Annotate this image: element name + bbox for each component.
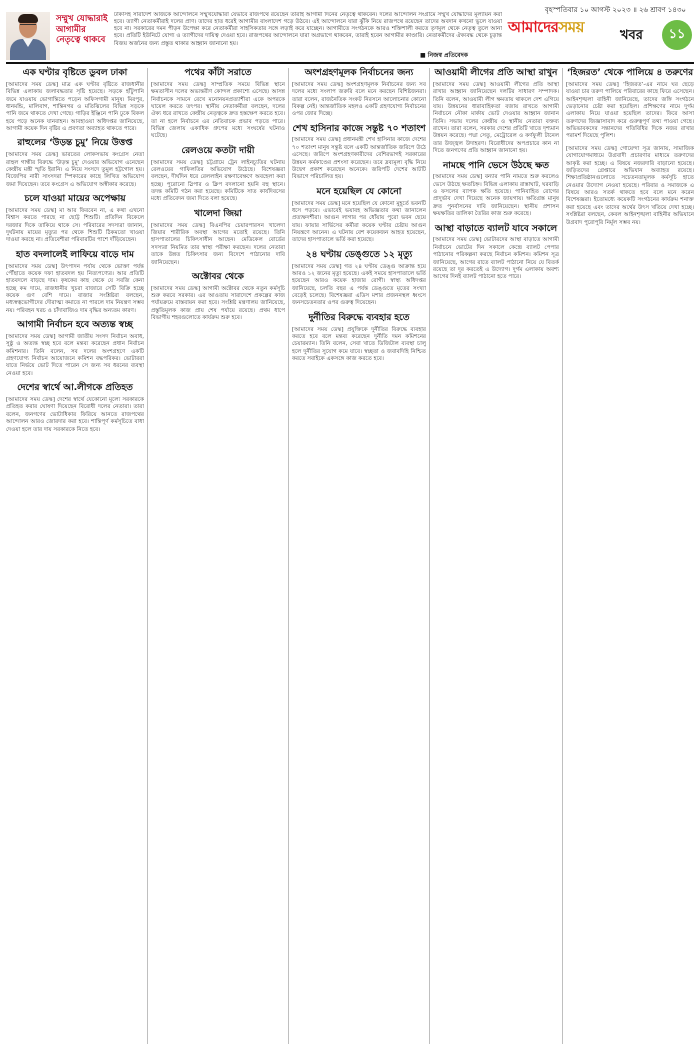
column-divider [562, 68, 563, 1044]
story-body: [আমাদের সময় ডেস্ক] অংশগ্রহণমূলক নির্বাচনের জন্য সব দলের মধ্যে সংলাপ জরুরি বলে মনে করছেন বিশিষ্টজনরা। তারা বলেন, রাজনৈতিক সংকট নিরসনে আলোচনার কোনো বিকল্প নেই। আন্তর্জাতিক মহলও একটি গ্রহণযোগ্য নির্বাচনের ওপর জোর দিচ্ছে। [292, 81, 426, 118]
story-headline: দুর্নীতির বিরুদ্ধে ব্যবহার হতে [308, 312, 410, 323]
column-divider [429, 68, 430, 1044]
story [6, 320, 144, 378]
column-5 [566, 66, 694, 1046]
story [151, 209, 285, 267]
masthead-section: খবর [620, 28, 643, 43]
story-body: [আমাদের সময় ডেস্ক] চট্টগ্রামে ট্রেন লাইনচ্যুতির ঘটনায় রেলওয়ের গাফিলতির অভিযোগ উঠেছে। বিশেষজ্ঞরা বলছেন, দীর্ঘদিন ধরে রেললাইন রক্ষণাবেক্ষণে অবহেলা করা হচ্ছে। পুরোনো স্লিপার ও ক্লিপ বদলানো হয়নি বহু স্থানে। তদন্ত কমিটি গঠন করা হয়েছে। কমিটিকে সাত কার্যদিবসের মধ্যে প্রতিবেদন জমা দিতে বলা হয়েছে। [151, 159, 285, 203]
dateline: বৃহস্পতিবার ১০ আগস্ট ২০২৩ ॥ ২৬ শ্রাবণ ১৪৩০ [544, 6, 686, 14]
story-headline: পথের কাঁটা সরাতে [184, 68, 252, 78]
story-body: [আমাদের সময় ডেস্ক] সাম্প্রতিক সময়ে বিভিন্ন স্থানে ক্ষমতাসীন দলের অভ্যন্তরীণ কোন্দল প্রকাশ্যে এসেছে। আসন্ন নির্বাচনকে সামনে রেখে মনোনয়নপ্রত্যাশীরা একে অপরকে ঘায়েল করতে তৎপর। স্থানীয় নেতাকর্মীরা বলছেন, দলের ঐক্য ধরে রাখতে কেন্দ্রীয় নেতৃত্বকে দ্রুত হস্তক্ষেপ করতে হবে। তা না হলে নির্বাচনে এর নেতিবাচক প্রভাব পড়তে পারে। বিভিন্ন জেলায় একাধিক গ্রুপের মধ্যে সংঘর্ষের ঘটনাও ঘটেছে। [151, 81, 285, 140]
story-body: [আমাদের সময় ডেস্ক] প্রযুক্তিকে দুর্নীতির বিরুদ্ধে ব্যবহার করতে হবে বলে মন্তব্য করেছেন দুর্নীতি দমন কমিশনের চেয়ারম্যান। তিনি বলেন, সেবা খাতে ডিজিটাল ব্যবস্থা চালু হলে দুর্নীতির সুযোগ কমে যাবে। স্বচ্ছতা ও জবাবদিহি নিশ্চিত করতে সবাইকে একসঙ্গে কাজ করতে হবে। [292, 326, 426, 363]
story [151, 272, 285, 323]
story-headline: চলে যাওয়া মায়ের অপেক্ষায় [24, 194, 126, 205]
column-1 [6, 66, 144, 1046]
story-body: [আমাদের সময় ডেস্ক] গোয়েন্দা সূত্র জানায়, সামাজিক যোগাযোগমাধ্যমে উগ্রবাদী প্রচারণার মাধ্যমে তরুণদের আকৃষ্ট করা হচ্ছে। এ বিষয়ে নজরদারি বাড়ানো হয়েছে। জড়িতদের গ্রেপ্তারে অভিযান অব্যাহত রয়েছে। শিক্ষাপ্রতিষ্ঠানগুলোতে সচেতনতামূলক কর্মসূচি হাতে নেওয়ার উদ্যোগ নেওয়া হয়েছে। পরিবার ও সমাজকে এ বিষয়ে আরও সতর্ক থাকতে হবে বলে মনে করেন বিশেষজ্ঞরা। ইতোমধ্যে কয়েকটি সংগঠনের কার্যক্রম শনাক্ত করা হয়েছে এবং তাদের অর্থের উৎস খতিয়ে দেখা হচ্ছে। সংশ্লিষ্টরা বলছেন, কেবল আইনশৃঙ্খলা বাহিনীর অভিযানে উগ্রবাদ পুরোপুরি নির্মূল সম্ভব নয়। [566, 145, 694, 226]
story-headline: রেলওয়ে কতটা দায়ী [181, 145, 255, 156]
story-headline: ‘হিজরত’ থেকে পালিয়ে ৪ তরুণের [566, 68, 694, 78]
story-body: [আমাদের সময় ডেস্ক] ভোটারদের আস্থা বাড়াতে আগামী নির্বাচনে ভোটের দিন সকালে কেন্দ্রে ব্যালট পেপার পাঠানোর পরিকল্পনা করছে নির্বাচন কমিশন। কমিশন সূত্র জানিয়েছে, আগের রাতে ব্যালট পাঠানো নিয়ে যে বিতর্ক রয়েছে তা দূর করতেই এ উদ্যোগ। দুর্গম এলাকায় অবশ্য আগের দিনই ব্যালট পাঠানো হতে পারে। [433, 237, 559, 281]
story [292, 313, 426, 364]
story [6, 68, 144, 133]
story-body: [আমাদের সময় ডেস্ক] মাত্র এক ঘণ্টার বৃষ্টিতে রাজধানীর বিভিন্ন এলাকায় জলাবদ্ধতার সৃষ্টি হয়েছে। সড়কে হাঁটুপানি জমে যাওয়ায় ভোগান্তিতে পড়েন অফিসগামী মানুষ। মিরপুর, ধানমন্ডি, মালিবাগ, শান্তিনগর ও মতিঝিলের বিভিন্ন সড়কে পানি জমে থাকতে দেখা গেছে। গাড়ির ইঞ্জিনে পানি ঢুকে বিকল হয়ে পড়ে অনেক যানবাহন। আবহাওয়া অধিদপ্তর জানিয়েছে, আগামী কয়েক দিন বৃষ্টির এ প্রবণতা অব্যাহত থাকতে পারে। [6, 81, 144, 133]
story-body: [আমাদের সময় ডেস্ক] উৎপাদন পর্যায় থেকে ভোক্তা পর্যন্ত পৌঁছাতে কয়েক দফা হাতবদল হয় নিত্যপণ্যের। আর প্রতিটি হাতবদলে বাড়ছে দাম। কৃষকের কাছ থেকে যে সবজি কেনা হচ্ছে কম দামে, রাজধানীর খুচরা বাজারে সেটি বিক্রি হচ্ছে কয়েক গুণ বেশি দামে। বাজার সংশ্লিষ্টরা বলছেন, মধ্যস্বত্বভোগীদের দৌরাত্ম্য কমাতে না পারলে দাম নিয়ন্ত্রণ সম্ভব নয়। পরিবহন খরচ ও চাঁদাবাজিও দাম বৃদ্ধির অন্যতম কারণ। [6, 263, 144, 314]
story [6, 383, 144, 434]
story [151, 146, 285, 204]
column-2 [151, 66, 285, 1046]
story-headline: অংশগ্রহণমূলক নির্বাচনের জন্য [304, 68, 414, 78]
story [6, 138, 144, 189]
story [433, 68, 559, 156]
story-headline: খালেদা জিয়া [194, 208, 242, 219]
story-body: [আমাদের সময় ডেস্ক] আগামী অক্টোবর থেকে নতুন কর্মসূচি শুরু করবে সরকার। এর আওতায় সারাদেশে প্রকল্পের কাজ পর্যায়ক্রমে বাস্তবায়ন করা হবে। সংশ্লিষ্ট মন্ত্রণালয় জানিয়েছে, প্রস্তুতিমূলক কাজ প্রায় শেষ পর্যায়ে রয়েছে। প্রথম ধাপে বিভাগীয় শহরগুলোতে কার্যক্রম শুরু হবে। [151, 285, 285, 322]
masthead-logo: আমাদেরসময় [508, 18, 584, 36]
column-4 [433, 66, 559, 1046]
story [566, 146, 694, 227]
story-body: [আমাদের সময় ডেস্ক] ভারতের লোকসভায় কংগ্রেস নেতা রাহুল গান্ধীর বিরুদ্ধে ‘উড়ন্ত চুমু’ দেওয়ার অভিযোগ এনেছেন কেন্দ্রীয় মন্ত্রী স্মৃতি ইরানি। এ নিয়ে সংসদে তুমুল হট্টগোল হয়। বিজেপির নারী সাংসদরা স্পিকারের কাছে লিখিত অভিযোগ জমা দিয়েছেন। তবে কংগ্রেস এ অভিযোগ অস্বীকার করেছে। [6, 152, 144, 188]
story-body: [আমাদের সময় ডেস্ক] প্রধানমন্ত্রী শেখ হাসিনার কাজে দেশের ৭০ শতাংশ মানুষ সন্তুষ্ট বলে একটি আন্তর্জাতিক জরিপে উঠে এসেছে। জরিপে অংশগ্রহণকারীদের বেশিরভাগই সরকারের উন্নয়ন কর্মকাণ্ডের প্রশংসা করেছেন। তবে দ্রব্যমূল্য বৃদ্ধি নিয়ে উদ্বেগ প্রকাশ করেছেন অনেকে। জরিপটি দেশের আটটি বিভাগে পরিচালিত হয়। [292, 137, 426, 181]
lead-byline: ■ নিজস্ব প্রতিবেদক [420, 52, 468, 59]
story-body: [আমাদের সময় ডেস্ক] বন্যার পানি নামতে শুরু করলেও ভেসে উঠছে ক্ষতচিহ্ন। বিভিন্ন এলাকায় রাস্তাঘাট, ঘরবাড়ি ও ফসলের ব্যাপক ক্ষতি হয়েছে। পানিবাহিত রোগের প্রাদুর্ভাব দেখা দিয়েছে অনেক জায়গায়। ক্ষতিগ্রস্ত মানুষ দ্রুত পুনর্বাসনের দাবি জানিয়েছেন। স্থানীয় প্রশাসন ক্ষয়ক্ষতির তালিকা তৈরির কাজ শুরু করেছে। [433, 174, 559, 218]
story-headline: রাহুলের ‘উড়ন্ত চুমু’ নিয়ে উত্তপ্ত [17, 138, 133, 149]
portrait-photo [6, 12, 50, 60]
story-body: [আমাদের সময় ডেস্ক] মনে হয়েছিল যে কোনো মুহূর্তে ভবনটি ধসে পড়বে। এভাবেই ভয়াবহ অভিজ্ঞতার কথা জানালেন প্রত্যক্ষদর্শীরা। আগুন লাগার পর ধোঁয়ায় পুরো ভবন ছেয়ে যায়। ফায়ার সার্ভিসের কর্মীরা কয়েক ঘণ্টার চেষ্টায় আগুন নিয়ন্ত্রণে আনেন। এ ঘটনায় বেশ কয়েকজন আহত হয়েছেন, তাদের হাসপাতালে ভর্তি করা হয়েছে। [292, 200, 426, 244]
story [151, 68, 285, 141]
story-body: [আমাদের সময় ডেস্ক] দেশের স্বার্থে যেকোনো মূল্যে সরকারকে প্রতিহত করার ঘোষণা দিয়েছেন বিরোধী দলের নেতারা। তারা বলেন, জনগণের ভোটাধিকার ফিরিয়ে আনতে রাজপথের আন্দোলন আরও জোরদার করা হবে। শান্তিপূর্ণ কর্মসূচিতে বাধা দেওয়া হলে তার দায় সরকারকে নিতে হবে। [6, 397, 144, 433]
story [292, 250, 426, 308]
top-band [6, 12, 694, 60]
column-divider [147, 68, 148, 1044]
story [433, 224, 559, 282]
page-number: ১১ [662, 20, 692, 50]
story-headline: মনে হয়েছিল যে কোনো [316, 186, 402, 197]
story-body: [আমাদের সময় ডেস্ক] আওয়ামী লীগের প্রতি আস্থা রাখার আহ্বান জানিয়েছেন দলটির সাধারণ সম্পাদক। তিনি বলেন, আওয়ামী লীগ ক্ষমতায় থাকলে দেশ এগিয়ে যায়। উন্নয়নের ধারাবাহিকতা বজায় রাখতে আগামী নির্বাচনে নৌকা মার্কায় ভোট দেওয়ার আহ্বান জানান তিনি। সভায় দলের কেন্দ্রীয় ও স্থানীয় নেতারা বক্তব্য রাখেন। তারা বলেন, সরকার দেশের প্রতিটি খাতে দৃশ্যমান উন্নয়ন করেছে। পদ্মা সেতু, মেট্রোরেল ও কর্ণফুলী টানেল তার উজ্জ্বল উদাহরণ। বিরোধীদের অপপ্রচারে কান না দিতে জনগণের প্রতি আহ্বান জানানো হয়। [433, 81, 559, 155]
story-headline: অক্টোবর থেকে [192, 271, 244, 282]
story [292, 68, 426, 119]
story-body: [আমাদের সময় ডেস্ক] ‘হিজরত’-এর নামে ঘর ছেড়ে যাওয়া চার তরুণ পালিয়ে পরিবারের কাছে ফিরে এসেছেন। আইনশৃঙ্খলা বাহিনী জানিয়েছে, তাদের জঙ্গি সংগঠনে ভেড়ানোর চেষ্টা করা হয়েছিল। প্রশিক্ষণের নামে দুর্গম এলাকায় নিয়ে যাওয়া হয়েছিল তাদের। ফিরে আসা তরুণদের জিজ্ঞাসাবাদ করে গুরুত্বপূর্ণ তথ্য পাওয়া গেছে। অভিভাবকদের সন্তানদের গতিবিধির দিকে নজর রাখার পরামর্শ দিয়েছে পুলিশ। [566, 81, 694, 140]
story-headline: দেশের স্বার্থে আ.লীগকে প্রতিহত [17, 383, 133, 394]
story-body: [আমাদের সময় ডেস্ক] বিএনপির চেয়ারপারসন খালেদা জিয়ার শারীরিক অবস্থা আগের মতোই রয়েছে। তিনি হাসপাতালের চিকিৎসাধীন আছেন। মেডিকেল বোর্ডের সদস্যরা নিয়মিত তার স্বাস্থ্য পরীক্ষা করছেন। দলের নেতারা তাকে উন্নত চিকিৎসার জন্য বিদেশে পাঠানোর দাবি জানিয়েছেন। [151, 222, 285, 266]
story [6, 250, 144, 315]
story-headline: নামছে পানি ভেসে উঠছে ক্ষত [442, 160, 550, 171]
story [6, 194, 144, 245]
story [292, 124, 426, 182]
story-body: [আমাদের সময় ডেস্ক] গত ২৪ ঘণ্টায় ডেঙ্গু আক্রান্ত হয়ে আরও ১২ জনের মৃত্যু হয়েছে। একই সময়ে হাসপাতালে ভর্তি হয়েছেন আরও কয়েক হাজার রোগী। স্বাস্থ্য অধিদপ্তর জানিয়েছে, চলতি বছর এ পর্যন্ত ডেঙ্গুতে মৃতের সংখ্যা বেড়েই চলেছে। বিশেষজ্ঞরা এডিস মশার প্রজননস্থল ধ্বংসে জনসচেতনতার ওপর গুরুত্ব দিয়েছেন। [292, 263, 426, 307]
story-headline: আগামী নির্বাচন হবে অত্যন্ত স্বচ্ছ [17, 320, 133, 331]
story-headline: হাত বদলালেই লাফিয়ে বাড়ে দাম [15, 249, 135, 260]
story [292, 187, 426, 245]
story-body: [আমাদের সময় ডেস্ক] আগামী জাতীয় সংসদ নির্বাচন অবাধ, সুষ্ঠু ও অত্যন্ত স্বচ্ছ হবে বলে মন্তব্য করেছেন প্রধান নির্বাচন কমিশনার। তিনি বলেন, সব দলের অংশগ্রহণে একটি গ্রহণযোগ্য নির্বাচন আয়োজনে কমিশন বদ্ধপরিকর। ভোটাররা যাতে নির্ভয়ে ভোট দিতে পারেন সে জন্য সব ধরনের ব্যবস্থা নেওয়া হবে। [6, 333, 144, 377]
story-headline: ২৪ ঘণ্টায় ডেঙ্গুতে ১২ মৃত্যু [305, 249, 413, 260]
story-headline: আওয়ামী লীগের প্রতি আস্থা রাখুন [434, 68, 558, 78]
lead-headline: সম্মুখ যোদ্ধারাই আগামীর নেতৃত্বে থাকবে [56, 14, 108, 46]
story [566, 68, 694, 141]
column-3 [292, 66, 426, 1046]
story-headline: শেখ হাসিনার কাজে সন্তুষ্ট ৭০ শতাংশ [292, 123, 426, 134]
story-headline: এক ঘণ্টার বৃষ্টিতে ডুবল ঢাকা [22, 68, 128, 78]
masthead [508, 12, 694, 60]
lead-text: ঢাকাসহ সারাদেশ আজকে আন্দোলনে সম্মুখযোদ্ধারা যেভাবে রাজপথে রয়েছেন তারাই আগামী দিনের নেতৃত্বে থাকবেন। দলের আন্দোলন সংগ্রামে সম্মুখ যোদ্ধাদের মূল্যায়ন করা হবে। ত্যাগী নেতাকর্মীরাই দলের প্রাণ। তাদের হাত ধরেই আগামীর বাংলাদেশ গড়ে উঠবে। এই আন্দোলনে যারা ঝুঁকি নিয়ে রাজপথে রয়েছেন তাদের অবদান কখনো ভুলে যাওয়া হবে না। সরকারের দমন পীড়ন উপেক্ষা করে নেতাকর্মীরা সাহসিকতার সঙ্গে লড়াই করে যাচ্ছেন। আগামীতে সংগঠনকে আরও শক্তিশালী করতে তৃণমূল থেকে নেতৃত্ব তুলে আনা হবে। প্রতিটি ইউনিটে যোগ্য ও ত্যাগীদের দায়িত্ব দেওয়া হবে। রাজপথের আন্দোলনে যারা অগ্রভাগে থাকবেন, তারাই হবেন আগামীর কাণ্ডারি। নেতাকর্মীদের ঐক্যবদ্ধ থেকে চূড়ান্ত বিজয় অর্জনের জন্য প্রস্তুত থাকার আহ্বান জানানো হয়। [114, 12, 502, 47]
header-rule [6, 62, 694, 64]
story [433, 161, 559, 219]
story-body: [আমাদের সময় ডেস্ক] মা আর ফিরবেন না, এ কথা এখনো বিশ্বাস করতে পারছে না ছোট্ট শিশুটি। প্রতিদিন বিকেলে দরজার দিকে তাকিয়ে থাকে সে। পরিবারের সদস্যরা জানান, দুর্ঘটনায় মায়ের মৃত্যুর পর থেকে শিশুটি ঠিকমতো খাওয়া দাওয়া করছে না। প্রতিবেশীরা পরিবারটির পাশে দাঁড়িয়েছেন। [6, 207, 144, 244]
column-divider [288, 68, 289, 1044]
story-headline: আস্থা বাড়াতে ব্যালট যাবে সকালে [434, 223, 558, 234]
